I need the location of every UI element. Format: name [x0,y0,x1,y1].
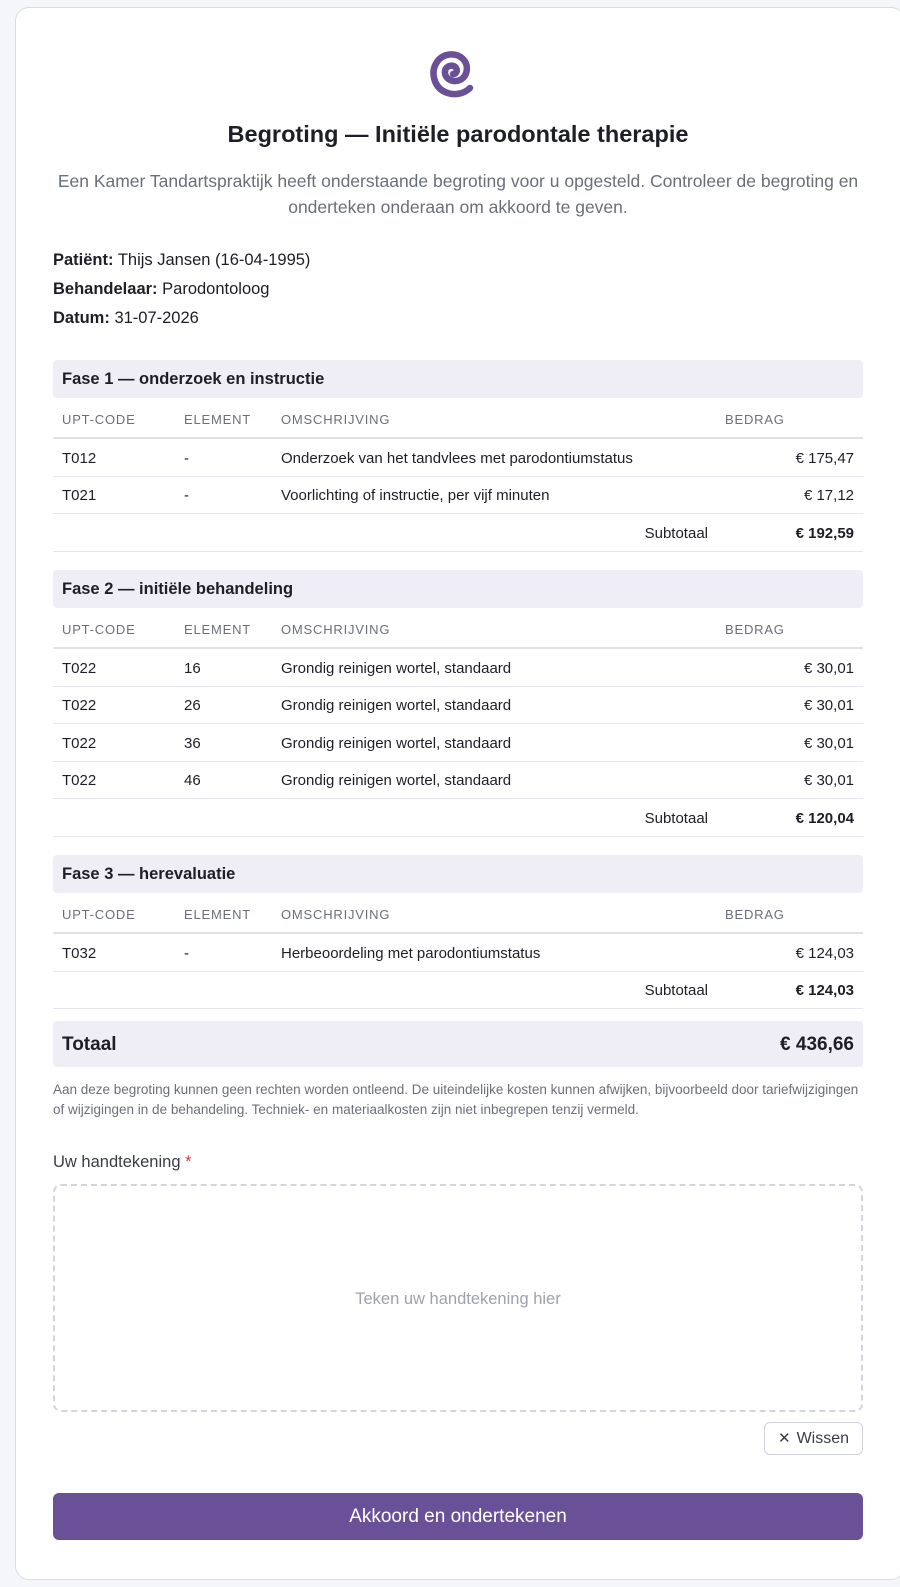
intro-text: Een Kamer Tandartspraktijk heeft onderstaande begroting voor u opgesteld. Controleer de begroting en onderteken onderaan om akkoord te geven. [57,171,859,217]
patient-value: Thijs Jansen (16-04-1995) [117,251,311,269]
subtotal-value: € 120,04 [795,810,854,827]
total-label: Totaal [62,1034,117,1055]
phase-1-column-headers [53,399,863,439]
col-code: UPT-CODE [62,907,136,922]
phase-1-header: Fase 1 — onderzoek en instructie [53,360,863,398]
row-description: Voorlichting of instructie, per vijf minuten [281,487,550,504]
row-code: T032 [62,945,97,962]
grand-total [53,1021,863,1067]
phase-2-column-headers [53,609,863,649]
subtotal-row [53,800,863,837]
row-description: Onderzoek van het tandvlees met parodontiumstatus [281,450,633,467]
row-element: 46 [184,772,201,789]
row-element: - [184,487,189,504]
subtotal-row [53,515,863,552]
row-amount: € 175,47 [795,450,854,467]
practitioner-value: Parodontoloog [162,280,270,298]
signature-placeholder: Teken uw handtekening hier [355,1290,561,1308]
col-description: OMSCHRIJVING [281,907,391,922]
row-description: Grondig reinigen wortel, standaard [281,697,512,714]
signature-label-text: Uw handtekening [53,1153,181,1171]
row-amount: € 30,01 [803,660,854,677]
col-amount: BEDRAG [725,412,785,427]
phase-3-column-headers [53,894,863,934]
table-row [53,725,863,762]
patient-line [53,251,310,270]
practitioner-label: Behandelaar: [53,280,158,298]
required-marker: * [185,1153,192,1171]
col-amount: BEDRAG [725,907,785,922]
total-value: € 436,66 [780,1034,854,1055]
col-element: ELEMENT [184,412,252,427]
col-description: OMSCHRIJVING [281,412,391,427]
signature-pad[interactable] [53,1184,863,1412]
col-element: ELEMENT [184,622,252,637]
disclaimer-text: Aan deze begroting kunnen geen rechten worden ontleend. De uiteindelijke kosten kunnen afwijken, bijvoorbeeld door tariefwijzigingen of wijzigingen in de behandeling. Techniek- en materiaalkosten zijn niet inbegrepen tenzij vermeld. [53,1082,859,1117]
row-code: T022 [62,735,97,752]
row-amount: € 30,01 [803,772,854,789]
row-amount: € 30,01 [803,735,854,752]
patient-label: Patiënt: [53,251,114,269]
table-row [53,477,863,514]
subtotal-label: Subtotaal [644,982,708,999]
row-description: Grondig reinigen wortel, standaard [281,660,512,677]
signature-label [53,1153,192,1172]
submit-button[interactable]: Akkoord en ondertekenen [53,1493,863,1540]
row-element: 26 [184,697,201,714]
col-amount: BEDRAG [725,622,785,637]
date-value: 31-07-2026 [114,309,199,327]
subtotal-value: € 124,03 [795,982,854,999]
table-row [53,440,863,477]
row-description: Grondig reinigen wortel, standaard [281,735,512,752]
swirl-logo-icon [426,44,480,102]
row-element: - [184,450,189,467]
row-amount: € 124,03 [795,945,854,962]
close-icon: ✕ [777,1430,791,1447]
date-label: Datum: [53,309,110,327]
row-amount: € 17,12 [803,487,854,504]
row-code: T021 [62,487,97,504]
row-code: T022 [62,660,97,677]
page-title: Begroting — Initiële parodontale therapie [227,121,689,147]
phase-2-header: Fase 2 — initiële behandeling [53,570,863,608]
row-code: T022 [62,697,97,714]
clear-signature-button[interactable] [764,1422,863,1455]
col-element: ELEMENT [184,907,252,922]
subtotal-value: € 192,59 [795,525,854,542]
subtotal-label: Subtotaal [644,810,708,827]
row-code: T022 [62,772,97,789]
row-description: Grondig reinigen wortel, standaard [281,772,512,789]
row-amount: € 30,01 [803,697,854,714]
subtotal-row [53,972,863,1009]
row-description: Herbeoordeling met parodontiumstatus [281,945,541,962]
col-description: OMSCHRIJVING [281,622,391,637]
clear-button-label: Wissen [796,1430,850,1447]
practitioner-line [53,280,269,299]
phase-3-header: Fase 3 — herevaluatie [53,855,863,893]
table-row [53,762,863,799]
col-code: UPT-CODE [62,622,136,637]
row-element: 16 [184,660,201,677]
row-code: T012 [62,450,97,467]
subtotal-label: Subtotaal [644,525,708,542]
table-row [53,687,863,724]
table-row [53,935,863,972]
estimate-card [15,7,900,1580]
col-code: UPT-CODE [62,412,136,427]
row-element: - [184,945,189,962]
row-element: 36 [184,735,201,752]
table-row [53,650,863,687]
date-line [53,309,199,328]
